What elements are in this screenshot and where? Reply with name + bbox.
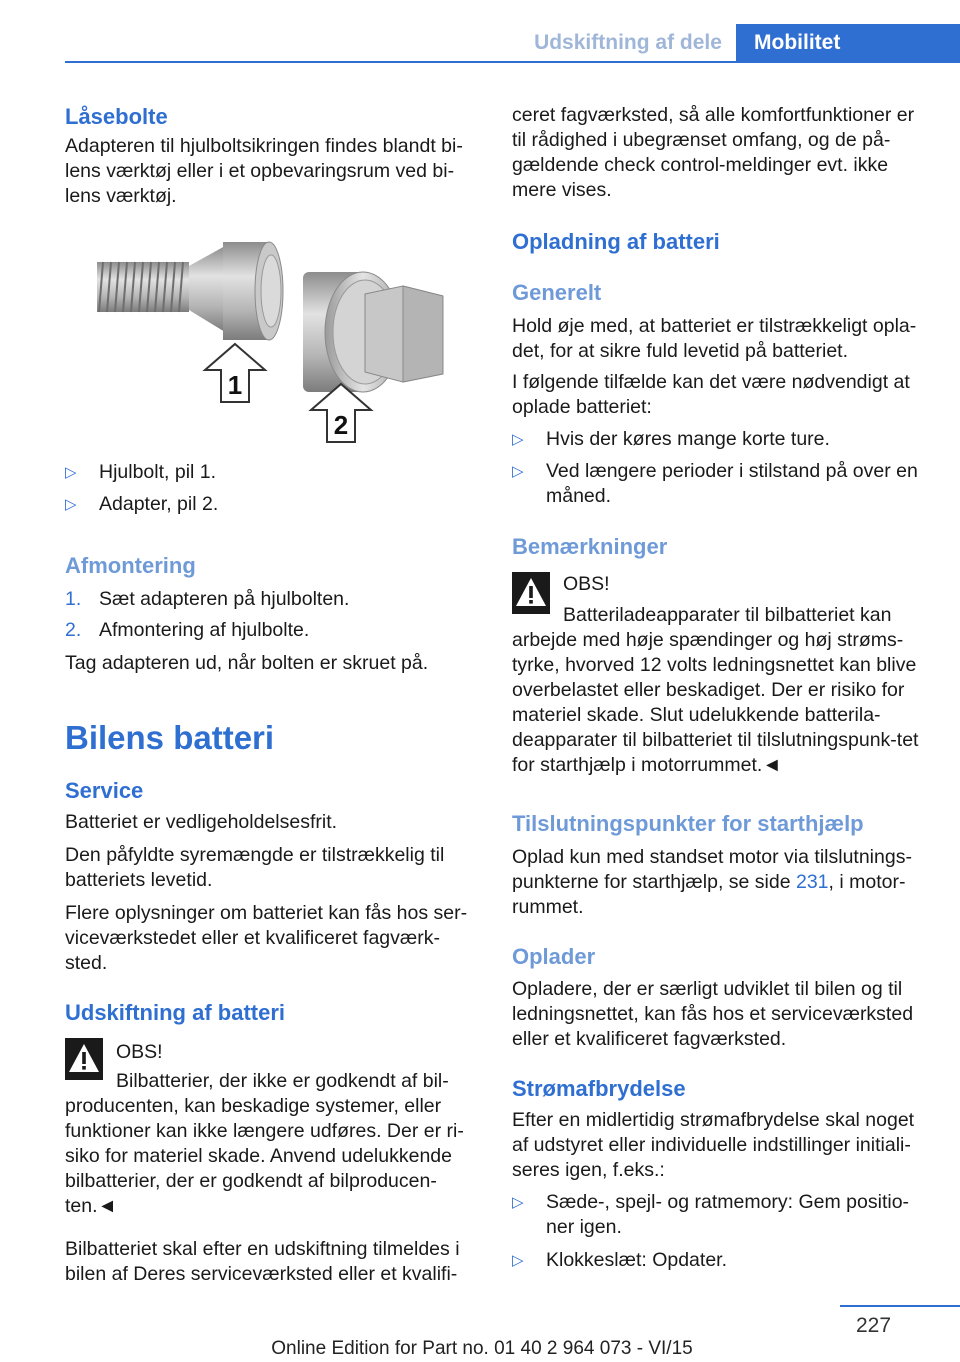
wheel-bolt-illustration: [65, 232, 475, 450]
general-paragraph-2: I følgende tilfælde kan det være nødvendigt at oplade batteriet:: [512, 371, 910, 418]
triangle-bullet-icon: ▷: [512, 431, 524, 448]
page-number: 227: [856, 1314, 892, 1337]
list-item: ▷ Sæde-, spejl- og ratmemory: Gem positio-ner igen.: [512, 1191, 910, 1238]
triangle-bullet-icon: ▷: [512, 1194, 524, 1211]
warning-label: OBS!: [563, 573, 610, 595]
arrow-1-label: 1: [227, 370, 243, 400]
list-item: 1. Sæt adapteren på hjulbolten.: [65, 588, 350, 610]
footer-rule: [840, 1305, 960, 1307]
jump-start-text: Oplad kun med standset motor via tilslutnings-punkterne for starthjælp, se side 231, i motor-rummet.: [512, 846, 912, 918]
heading-general: Generelt: [512, 280, 602, 305]
replacement-note: Bilbatteriet skal efter en udskiftning tilmeldes i bilen af Deres serviceværksted eller et kvalifi-: [65, 1238, 460, 1285]
service-paragraph-1: Batteriet er vedligeholdelsesfrit.: [65, 811, 338, 833]
warning-text: Batteriladeapparater til bilbatteriet kan arbejde med høje spændinger og høj strøms-tyrke, hvorved 12 volts ledningsnettet kan blive overbelastet eller beskadiget. Der er risiko for materiel skade. Slut udelukkende batterila-deapparater til bilbatteriet til tilslutningspunk-tet for starthjælp i motorrummet.◄: [512, 604, 919, 776]
list-item: 2. Afmontering af hjulbolte.: [65, 619, 310, 641]
heading-removal: Afmontering: [65, 553, 196, 578]
heading-power-interruption: Strømafbrydelse: [512, 1076, 686, 1101]
heading-charger: Oplader: [512, 944, 596, 969]
power-interruption-text: Efter en midlertidig strømafbrydelse skal noget af udstyret eller individuelle indstillinger initiali-seres igen, f.eks.:: [512, 1109, 915, 1181]
lock-bolt-figure: [65, 232, 475, 450]
service-paragraph-3: Flere oplysninger om batteriet kan fås hos ser-viceværkstedet eller et kvalificeret fagværk-sted.: [65, 902, 468, 974]
header-chapter-tab: Mobilitet: [736, 24, 960, 63]
list-item: ▷ Ved længere perioder i stilstand på over en måned.: [512, 460, 918, 507]
continued-text: ceret fagværksted, så alle komfortfunktioner er til rådighed i ubegrænset omfang, og de på-gældende check control-meldinger evt. ikke mere vises.: [512, 104, 915, 201]
heading-service: Service: [65, 778, 144, 803]
heading-jump-start-points: Tilslutningspunkter for starthjælp: [512, 811, 864, 836]
general-paragraph-1: Hold øje med, at batteriet er tilstrækkeligt opla-det, for at sikre fuld levetid på batteriet.: [512, 315, 917, 362]
header-section-title: Udskiftning af dele: [534, 31, 722, 54]
heading-vehicle-battery: Bilens batteri: [65, 719, 275, 756]
charger-text: Opladere, der er særligt udviklet til bilen og til ledningsnettet, kan fås hos et serviceværksted eller et kvalificeret fagværksted.: [512, 978, 914, 1050]
list-item: ▷ Hvis der køres mange korte ture.: [512, 428, 830, 450]
heading-lock-bolts: Låsebolte: [65, 104, 168, 129]
removal-note: Tag adapteren ud, når bolten er skruet på.: [65, 652, 429, 674]
warning-label: OBS!: [116, 1041, 163, 1063]
page-reference-link[interactable]: 231: [795, 871, 829, 893]
triangle-bullet-icon: ▷: [65, 496, 77, 513]
service-paragraph-2: Den påfyldte syremængde er tilstrækkelig til batteriets levetid.: [65, 844, 445, 891]
heading-battery-replacement: Udskiftning af batteri: [65, 1000, 286, 1025]
lock-bolts-text: Adapteren til hjulboltsikringen findes blandt bi-lens værktøj eller i et opbevaringsrum ved bi-lens værktøj.: [65, 135, 463, 207]
triangle-bullet-icon: ▷: [512, 463, 524, 480]
header-rule: [65, 61, 960, 63]
triangle-bullet-icon: ▷: [65, 464, 77, 481]
list-item: ▷ Klokkeslæt: Opdater.: [512, 1249, 728, 1271]
arrow-2-label: 2: [333, 410, 349, 440]
heading-remarks: Bemærkninger: [512, 534, 668, 559]
warning-text: Bilbatterier, der ikke er godkendt af bil-producenten, kan beskadige systemer, eller funktioner kan ikke længere udføres. Der er ri-siko for materiel skade. Anvend udelukkende bilbatterier, der er godkendt af bilproducen-ten.◄: [65, 1070, 464, 1217]
heading-battery-charging: Opladning af batteri: [512, 229, 720, 254]
list-item: ▷ Adapter, pil 2.: [65, 493, 219, 515]
triangle-bullet-icon: ▷: [512, 1252, 524, 1269]
footer-edition: Online Edition for Part no. 01 40 2 964 073 - VI/15: [271, 1338, 693, 1359]
list-item: ▷ Hjulbolt, pil 1.: [65, 461, 217, 483]
